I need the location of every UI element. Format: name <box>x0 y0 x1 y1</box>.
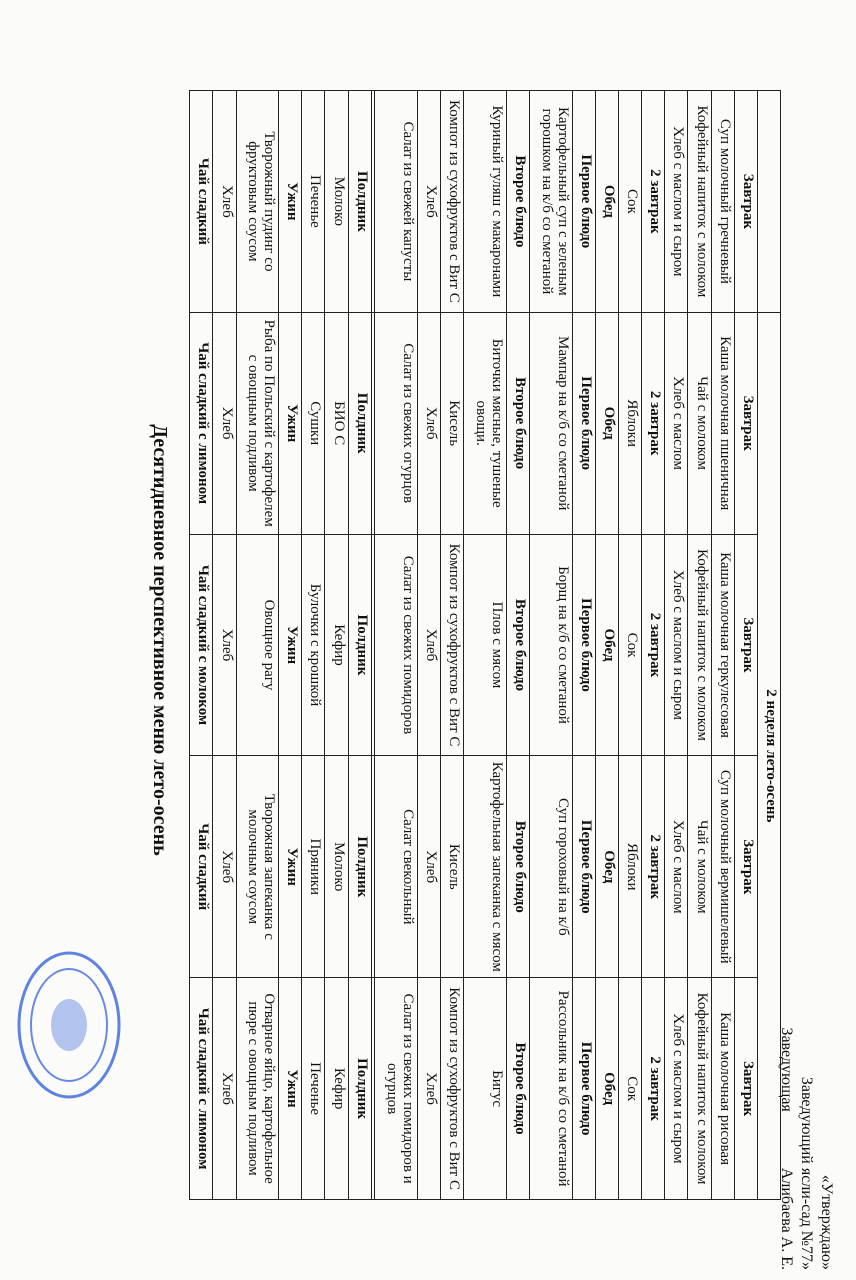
table-cell: Каша молочная рисовая <box>711 978 734 1200</box>
table-row <box>213 91 236 1200</box>
table-cell: Первое блюдо <box>572 91 595 313</box>
table-cell: Суп молочный гречневый <box>711 91 734 313</box>
table-row <box>506 91 529 1200</box>
table-row <box>279 91 302 1200</box>
table-cell: Печенье <box>302 91 325 313</box>
table-cell: Овощное рагу <box>236 534 279 756</box>
table-cell: Хлеб <box>418 534 441 756</box>
table-row <box>530 91 573 1200</box>
table-cell: Молоко <box>325 756 348 978</box>
table-cell: Первое блюдо <box>572 756 595 978</box>
table-cell: Борщ на к/б со сметаной <box>530 534 573 756</box>
table-cell: Обед <box>595 312 618 534</box>
table-cell: Второе блюдо <box>506 756 529 978</box>
table-cell: Хлеб <box>213 312 236 534</box>
table-cell: Обед <box>595 534 618 756</box>
table-cell: Чай с молоком <box>688 312 711 534</box>
table-cell: Компот из сухофруктов с Вит С <box>441 978 464 1200</box>
table-cell: Завтрак <box>734 91 757 313</box>
page-title: Десятидневное перспективное меню лето-осень <box>149 424 171 856</box>
table-cell <box>371 91 375 313</box>
table-cell: БИО С <box>325 312 348 534</box>
table-cell: Полдник <box>348 91 371 313</box>
table-cell: Кофейный напиток с молоком <box>688 978 711 1200</box>
table-cell: 2 завтрак <box>642 756 665 978</box>
table-row <box>711 91 734 1200</box>
table-row <box>236 91 279 1200</box>
table-cell: Компот из сухофруктов с Вит С <box>441 91 464 313</box>
table-cell: Салат из свежих помидоров <box>375 534 418 756</box>
table-cell: Второе блюдо <box>506 91 529 313</box>
table-cell: Хлеб <box>418 312 441 534</box>
table-cell: Завтрак <box>734 312 757 534</box>
menu-table-body <box>190 91 781 1200</box>
approval-line-3: Заведующая ______ Алибаева А. Е. <box>778 1027 795 1270</box>
table-cell: Полдник <box>348 534 371 756</box>
table-cell: Чай сладкий с лимоном <box>190 312 213 534</box>
table-cell: Первое блюдо <box>572 534 595 756</box>
table-cell: 2 завтрак <box>642 312 665 534</box>
table-cell: 2 завтрак <box>642 91 665 313</box>
table-cell: Картофельный суп с зеленым горошком на к/б со сметаной <box>530 91 573 313</box>
table-cell: Ужин <box>279 756 302 978</box>
table-cell: Завтрак <box>734 978 757 1200</box>
table-cell: Хлеб с маслом и сыром <box>665 978 688 1200</box>
table-cell: Каша молочная геркулесовая <box>711 534 734 756</box>
table-cell <box>371 756 375 978</box>
table-cell: Сок <box>619 978 642 1200</box>
table-cell: Хлеб с маслом и сыром <box>665 534 688 756</box>
table-cell: Кисель <box>441 756 464 978</box>
table-cell: Чай с молоком <box>688 756 711 978</box>
table-row <box>665 91 688 1200</box>
table-cell: Ужин <box>279 534 302 756</box>
table-cell: Ужин <box>279 978 302 1200</box>
table-cell: Обед <box>595 91 618 313</box>
table-cell: Полдник <box>348 312 371 534</box>
table-cell: Яблоки <box>619 756 642 978</box>
table-cell: Хлеб <box>213 534 236 756</box>
week-header: 2 неделя лето-осень <box>757 312 780 1199</box>
table-cell: Суп молочный вермишелевый <box>711 756 734 978</box>
week-header-row <box>757 91 780 1200</box>
table-cell: Сок <box>619 534 642 756</box>
table-cell: Салат из свежей капусты <box>375 91 418 313</box>
table-cell: Кофейный напиток с молоком <box>688 91 711 313</box>
menu-table <box>189 90 781 1200</box>
table-cell: Хлеб <box>213 978 236 1200</box>
week-header-left <box>757 91 780 313</box>
table-cell: Пряники <box>302 756 325 978</box>
round-stamp <box>16 950 121 1100</box>
table-row <box>325 91 348 1200</box>
table-cell: Мампар на к/б со сметаной <box>530 312 573 534</box>
table-row <box>595 91 618 1200</box>
table-cell: Чай сладкий с лимоном <box>190 978 213 1200</box>
table-cell: Компот из сухофруктов с Вит С <box>441 534 464 756</box>
table-row <box>688 91 711 1200</box>
table-cell: Суп гороховый на к/б <box>530 756 573 978</box>
approval-block <box>776 850 836 1270</box>
table-cell: Обед <box>595 756 618 978</box>
table-cell: Сок <box>619 91 642 313</box>
table-cell: Печенье <box>302 978 325 1200</box>
table-cell: Салат из свежих помидоров и огурцов <box>375 978 418 1200</box>
table-cell: Чай сладкий <box>190 756 213 978</box>
table-row <box>375 91 418 1200</box>
table-cell: Рыба по Польский с картофелем с овощным подливом <box>236 312 279 534</box>
table-cell: Полдник <box>348 756 371 978</box>
table-row <box>348 91 371 1200</box>
table-cell: Хлеб <box>213 91 236 313</box>
table-row <box>190 91 213 1200</box>
table-cell: Сушки <box>302 312 325 534</box>
table-cell: Хлеб с маслом <box>665 312 688 534</box>
table-cell: Ужин <box>279 312 302 534</box>
table-row <box>302 91 325 1200</box>
approval-line-1: «Утверждаю» <box>818 1174 835 1270</box>
table-cell: Второе блюдо <box>506 534 529 756</box>
table-row <box>464 91 507 1200</box>
table-row <box>734 91 757 1200</box>
table-cell: Хлеб <box>418 978 441 1200</box>
table-cell: Хлеб <box>213 756 236 978</box>
table-cell: Творожная запеканка с молочным соусом <box>236 756 279 978</box>
table-cell: Салат из свежих огурцов <box>375 312 418 534</box>
table-cell: Завтрак <box>734 756 757 978</box>
table-cell <box>371 312 375 534</box>
table-cell: Творожный пудинг со фруктовым соусом <box>236 91 279 313</box>
table-cell: Салат свекольный <box>375 756 418 978</box>
approval-line-2: Заведующий ясли-сад №77» <box>798 1076 815 1270</box>
table-cell: Каша молочная пшеничная <box>711 312 734 534</box>
table-cell: Первое блюдо <box>572 312 595 534</box>
table-cell: Хлеб с маслом и сыром <box>665 91 688 313</box>
table-cell: Картофельная запеканка с мясом <box>464 756 507 978</box>
table-cell: Отварное яйцо, картофельное пюре с овощным подливом <box>236 978 279 1200</box>
table-cell: Чай сладкий <box>190 91 213 313</box>
table-cell: Ужин <box>279 91 302 313</box>
table-cell: Бигус <box>464 978 507 1200</box>
table-row <box>572 91 595 1200</box>
table-cell: 2 завтрак <box>642 534 665 756</box>
table-cell: Второе блюдо <box>506 978 529 1200</box>
table-cell <box>371 978 375 1200</box>
table-cell: 2 завтрак <box>642 978 665 1200</box>
table-row <box>371 91 375 1200</box>
table-cell: Булочки с крошкой <box>302 534 325 756</box>
table-cell <box>371 534 375 756</box>
table-cell: Обед <box>595 978 618 1200</box>
stamp-center <box>51 999 87 1051</box>
table-cell: Яблоки <box>619 312 642 534</box>
table-row <box>642 91 665 1200</box>
table-cell: Второе блюдо <box>506 312 529 534</box>
table-cell: Завтрак <box>734 534 757 756</box>
table-cell: Первое блюдо <box>572 978 595 1200</box>
table-cell: Хлеб <box>418 756 441 978</box>
table-cell: Куриный гуляш с макаронами <box>464 91 507 313</box>
table-cell: Кофейный напиток с молоком <box>688 534 711 756</box>
table-row <box>619 91 642 1200</box>
table-cell: Чай сладкий с молоком <box>190 534 213 756</box>
table-cell: Кефир <box>325 534 348 756</box>
table-cell: Полдник <box>348 978 371 1200</box>
table-row <box>441 91 464 1200</box>
table-cell: Хлеб с маслом <box>665 756 688 978</box>
table-cell: Плов с мясом <box>464 534 507 756</box>
table-cell: Хлеб <box>418 91 441 313</box>
table-cell: Кефир <box>325 978 348 1200</box>
table-cell: Молоко <box>325 91 348 313</box>
table-row <box>418 91 441 1200</box>
table-cell: Биточки мясные, тушеные овощи. <box>464 312 507 534</box>
table-cell: Рассольник на к/б со сметаной <box>530 978 573 1200</box>
table-cell: Кисель <box>441 312 464 534</box>
